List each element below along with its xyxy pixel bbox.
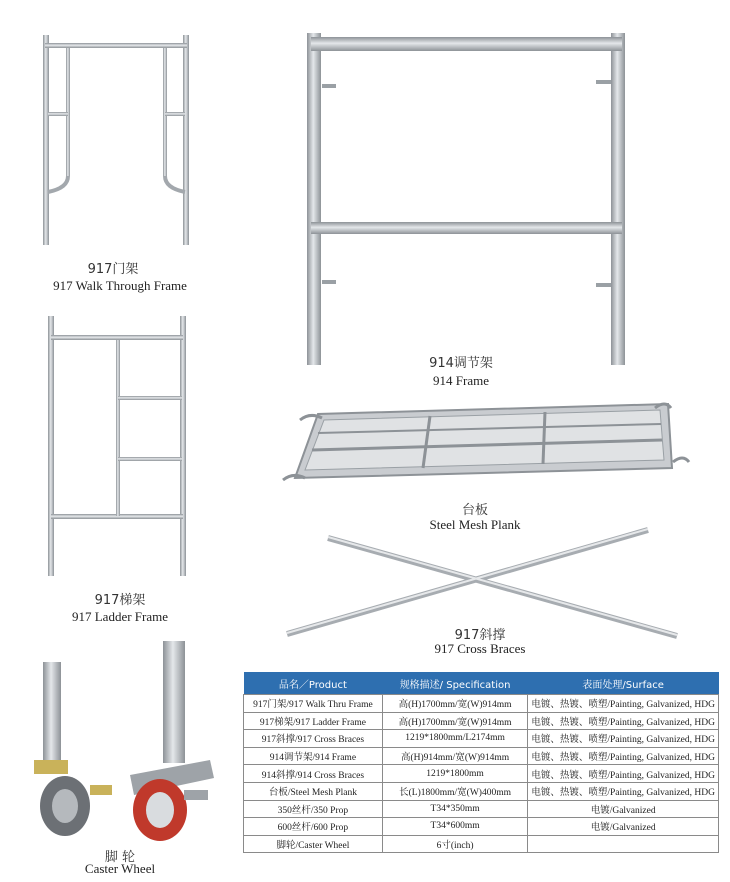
cell-surface: 电镀、热镀、喷塑/Painting, Galvanized, HDG: [528, 782, 719, 800]
mesh-plank-caption-en: Steel Mesh Plank: [429, 517, 521, 532]
cell-surface: [528, 835, 719, 853]
header-product: 品名／Product: [244, 672, 383, 695]
frame-914-drawing: [307, 33, 625, 365]
caster-wheel-drawing: [34, 641, 214, 841]
cell-surface: 电镀/Galvanized: [528, 800, 719, 818]
cell-product: 917斜撑/917 Cross Braces: [244, 730, 383, 748]
cell-spec: 高(H)914mm/宽(W)914mm: [382, 747, 528, 765]
cell-spec: T34*600mm: [382, 818, 528, 836]
cell-surface: 电镀、热镀、喷塑/Painting, Galvanized, HDG: [528, 765, 719, 783]
ladder-frame-caption-en: 917 Ladder Frame: [71, 609, 169, 624]
cell-spec: 1219*1800mm: [382, 765, 528, 783]
table-row: [244, 730, 719, 748]
cell-spec: 高(H)1700mm/宽(W)914mm: [382, 712, 528, 730]
cell-product: 914斜撑/914 Cross Braces: [244, 765, 383, 783]
mesh-plank-caption-cn: 台板: [461, 503, 488, 518]
table-row: [244, 835, 719, 853]
table-row: [244, 765, 719, 783]
frame-914-caption-cn: 914调节架: [429, 356, 493, 371]
table-row: [244, 782, 719, 800]
cell-surface: 电镀/Galvanized: [528, 818, 719, 836]
table-row: [244, 800, 719, 818]
cell-product: 917梯架/917 Ladder Frame: [244, 712, 383, 730]
cell-spec: 1219*1800mm/L2174mm: [382, 730, 528, 748]
table-row: [244, 818, 719, 836]
header-specification: 规格描述/ Specification: [382, 672, 528, 695]
cell-surface: 电镀、热镀、喷塑/Painting, Galvanized, HDG: [528, 730, 719, 748]
caster-wheel-caption-cn: 脚 轮: [104, 850, 136, 865]
table-header-row: [244, 672, 719, 695]
walk-frame-caption-cn: 917门架: [87, 262, 139, 277]
specification-table: [243, 672, 719, 853]
table-row: [244, 695, 719, 713]
frame-914-caption-en: 914 Frame: [433, 373, 489, 388]
cell-spec: 长(L)1800mm/宽(W)400mm: [382, 782, 528, 800]
cell-product: 914调节架/914 Frame: [244, 747, 383, 765]
table-row: [244, 747, 719, 765]
table-row: [244, 712, 719, 730]
cell-product: 917门架/917 Walk Thru Frame: [244, 695, 383, 713]
walk-through-frame-drawing: [43, 35, 189, 245]
cell-surface: 电镀、热镀、喷塑/Painting, Galvanized, HDG: [528, 695, 719, 713]
ladder-frame-drawing: [48, 316, 186, 576]
cross-braces-caption-en: 917 Cross Braces: [434, 641, 526, 656]
walk-frame-caption-en: 917 Walk Through Frame: [53, 278, 187, 293]
header-surface: 表面处理/Surface: [528, 672, 719, 695]
cell-surface: 电镀、热镀、喷塑/Painting, Galvanized, HDG: [528, 712, 719, 730]
cell-product: 350丝杆/350 Prop: [244, 800, 383, 818]
cross-braces-drawing: [287, 529, 677, 636]
cell-surface: 电镀、热镀、喷塑/Painting, Galvanized, HDG: [528, 747, 719, 765]
cell-spec: 高(H)1700mm/宽(W)914mm: [382, 695, 528, 713]
cell-product: 台板/Steel Mesh Plank: [244, 782, 383, 800]
cell-spec: 6寸(inch): [382, 835, 528, 853]
ladder-frame-caption-cn: 917梯架: [94, 593, 146, 608]
cell-product: 脚轮/Caster Wheel: [244, 835, 383, 853]
cell-product: 600丝杆/600 Prop: [244, 818, 383, 836]
cross-braces-caption-cn: 917斜撑: [454, 628, 506, 643]
mesh-plank-drawing: [283, 404, 689, 480]
cell-spec: T34*350mm: [382, 800, 528, 818]
caster-wheel-caption-en: Caster Wheel: [84, 861, 156, 876]
